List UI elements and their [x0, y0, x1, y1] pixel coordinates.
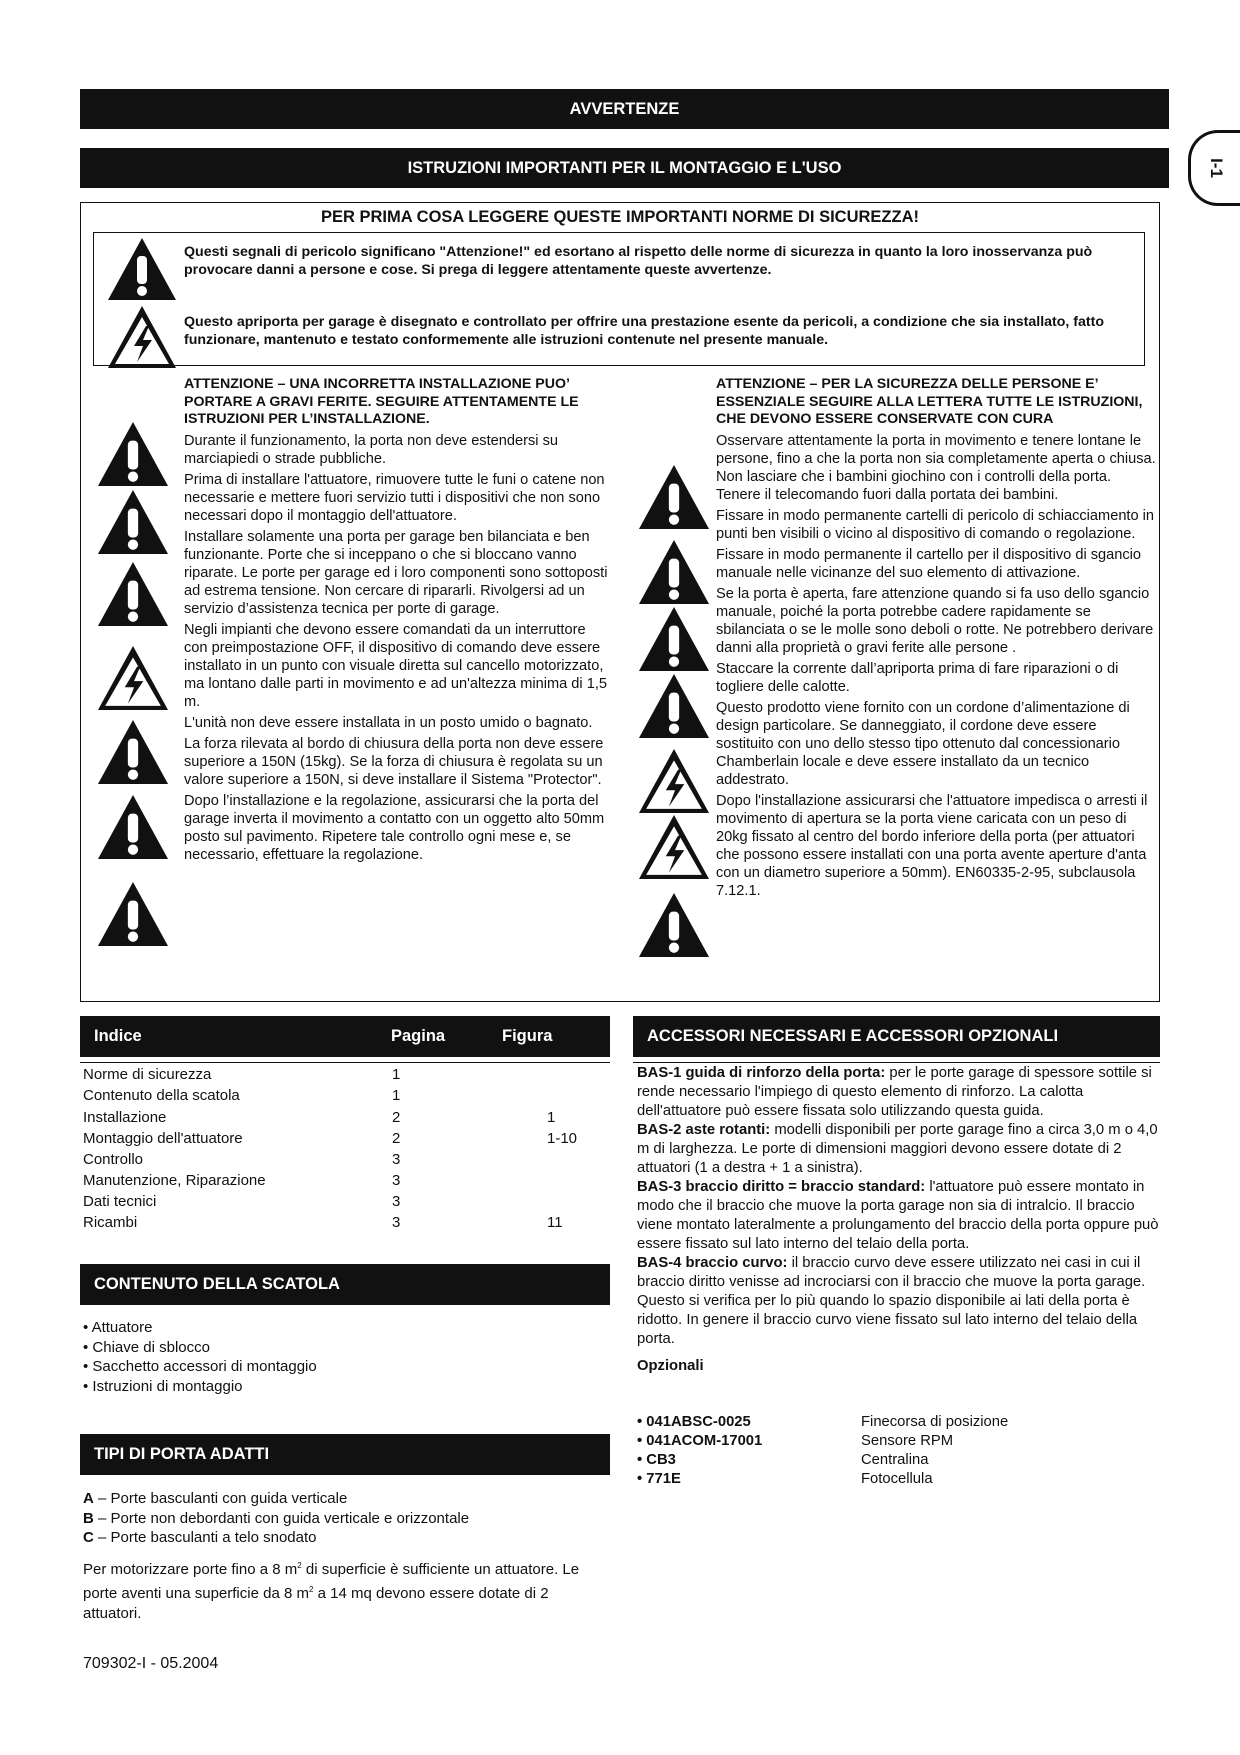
table-row: Dati tecnici 3	[83, 1193, 401, 1210]
safety-title: PER PRIMA COSA LEGGERE QUESTE IMPORTANTI NORME DI SICUREZZA!	[321, 208, 919, 226]
left-paragraph: Installare solamente una porta per garage ben bilanciata e ben funzionante. Porte che si inceppano o che si bloccano vanno riparate. Le porte per garage ed i loro componenti sono sottoposti ad estrema tensione. Non cercare di ripararli. Rivolgersi ad un servizio d’assistenza tecnica per porte di garage.	[184, 528, 608, 617]
header-subtitle: ISTRUZIONI IMPORTANTI PER IL MONTAGGIO E L'USO	[407, 158, 842, 177]
warning-exclamation-icon	[95, 793, 171, 861]
table-row: Norme di sicurezza 1	[83, 1066, 401, 1083]
list-item: C – Porte basculanti a telo snodato	[83, 1529, 317, 1546]
left-heading: ATTENZIONE – UNA INCORRETTA INSTALLAZIONE PUO’ PORTARE A GRAVI FERITE. SEGUIRE ATTENTAMENTE LE ISTRUZIONI PER L’INSTALLAZIONE.	[184, 376, 579, 427]
warning-exclamation-icon	[95, 420, 171, 488]
accessory-item: BAS-2 aste rotanti: modelli disponibili per porte garage fino a circa 3,0 m o 4,0 m di larghezza. Le porte di dimensioni maggiori devono essere dotate di 2 attuatori (1 a destra + 1 a sinistra).	[637, 1122, 1158, 1176]
accessories-header	[633, 1016, 1160, 1057]
accessories-title: ACCESSORI NECESSARI E ACCESSORI OPZIONALI	[647, 1027, 1059, 1045]
accessories-text	[637, 1064, 1159, 1376]
index-header	[80, 1016, 610, 1057]
list-item: • CB3 Centralina	[637, 1452, 929, 1468]
optional-list	[637, 1413, 1159, 1489]
index-col-figure: Figura	[502, 1027, 553, 1045]
left-paragraph: La forza rilevata al bordo di chiusura della porta non deve essere superiore a 150N (15kg). Se la forza di chiusura è regolata su un valore superiore a 150N, si deve installare il Sistema "Protector".	[184, 735, 604, 788]
warning-exclamation-icon	[106, 236, 178, 302]
index-title: Indice	[94, 1027, 142, 1045]
list-item: A – Porte basculanti con guida verticale	[83, 1490, 348, 1507]
page-tab: I-1	[1188, 130, 1240, 206]
header-bar-instructions	[80, 148, 1169, 188]
index-col-page: Pagina	[391, 1027, 446, 1045]
contents-title: CONTENUTO DELLA SCATOLA	[94, 1275, 340, 1293]
left-paragraph: Dopo l’installazione e la regolazione, assicurarsi che la porta del garage inverta il movimento a contatto con un oggetto alto 50mm posto sul pavimento. Ripetere tale controllo ogni mese e, se necessario, effettuare la regolazione.	[184, 792, 605, 863]
electric-hazard-icon	[636, 747, 712, 815]
right-paragraph: Fissare in modo permanente cartelli di pericolo di schiacciamento in punti ben visibili o vicino al dispositivo di comando o regolazione.	[716, 507, 1155, 542]
table-row: Installazione 2 1	[83, 1109, 556, 1126]
safety-right-column	[716, 376, 1156, 903]
list-item: • Attuatore	[83, 1319, 153, 1336]
door-types-list	[83, 1489, 608, 1624]
warning-exclamation-icon	[95, 880, 171, 948]
electric-hazard-icon	[636, 813, 712, 881]
list-item: • 041ACOM-17001 Sensore RPM	[637, 1433, 954, 1449]
list-item: B – Porte non debordanti con guida verticale e orizzontale	[83, 1509, 470, 1527]
accessories-rule	[633, 1062, 1160, 1063]
right-paragraph: Dopo l'installazione assicurarsi che l'attuatore impedisca o arresti il movimento di apertura se la porta viene caricata con un peso di 20kg fissato al centro del bordo inferiore della porta (per attuatori che possono essere installati con una porta avente aperture d'anta con un diametro superiore a 50mm). EN60335-2-95, subclausola 7.12.1.	[716, 792, 1148, 899]
right-paragraph: Fissare in modo permanente il cartello per il dispositivo di sgancio manuale nelle vicinanze del suo elemento di attivazione.	[716, 546, 1142, 581]
left-paragraph: Negli impianti che devono essere comandati da un interruttore con preimpostazione OFF, il dispositivo di comando deve essere installato in un punto con visuale diretta sul cancello motorizzato, ma lontano dalle parti in movimento e ad un'altezza minima di 1,5 m.	[184, 621, 607, 710]
right-paragraph: Osservare attentamente la porta in movimento e tenere lontane le persone, fino a che la porta non sia completamente aperta o chiusa. Non lasciare che i bambini giochino con i controlli della porta. Tenere il telecomando fuori dalla portata dei bambini.	[716, 432, 1156, 503]
contents-list	[83, 1318, 317, 1396]
list-item: • Chiave di sblocco	[83, 1338, 210, 1356]
electric-hazard-icon	[106, 304, 178, 370]
right-paragraph: Questo prodotto viene fornito con un cordone d’alimentazione di design particolare. Se danneggiato, il cordone deve essere sostituito con uno dello stesso tipo ottenuto dal concessionario Chamberlain locale e deve essere installato da un tecnico addestrato.	[716, 699, 1130, 788]
warning-exclamation-icon	[636, 463, 712, 531]
list-item: • 041ABSC-0025 Finecorsa di posizione	[637, 1414, 1009, 1430]
warning-exclamation-icon	[636, 538, 712, 606]
door-types-header	[80, 1434, 610, 1475]
intro-text-1: Questi segnali di pericolo significano "Attenzione!" ed esortano al rispetto delle norme di sicurezza in quanto la loro inosservanza può provocare danni a persone e cose. Si prega di leggere attentamente queste avvertenze.	[184, 244, 1093, 278]
right-paragraph: Staccare la corrente dall’apriporta prima di fare riparazioni o di togliere delle calotte.	[716, 660, 1119, 695]
table-row: Controllo 3	[83, 1151, 401, 1168]
left-paragraph: Durante il funzionamento, la porta non deve estendersi su marciapiedi o strade pubbliche.	[184, 432, 558, 467]
table-row: Ricambi 3 11	[83, 1214, 563, 1231]
door-types-title: TIPI DI PORTA ADATTI	[94, 1445, 270, 1463]
warning-exclamation-icon	[636, 891, 712, 959]
safety-left-column	[184, 376, 609, 867]
electric-hazard-icon	[95, 644, 171, 712]
warning-exclamation-icon	[95, 560, 171, 628]
warning-exclamation-icon	[95, 718, 171, 786]
header-title: AVVERTENZE	[569, 99, 680, 118]
table-row: Manutenzione, Riparazione 3	[83, 1172, 401, 1189]
right-heading: ATTENZIONE – PER LA SICUREZZA DELLE PERSONE E’ ESSENZIALE SEGUIRE ALLA LETTERA TUTTE LE ISTRUZIONI, CHE DEVONO ESSERE CONSERVATE CON CURA	[716, 376, 1143, 427]
contents-header	[80, 1264, 610, 1305]
accessory-item: BAS-1 guida di rinforzo della porta: per le porte garage di spessore sottile si rende necessario l'impiego di questo elemento di rinforzo. La calotta dell'attuatore può essere fissata solo utilizzando questa guida.	[637, 1065, 1152, 1119]
index-rule	[80, 1062, 610, 1063]
optional-title: Opzionali	[637, 1358, 704, 1374]
accessory-item: BAS-3 braccio diritto = braccio standard: l'attuatore può essere montato in modo che il braccio che muove la porta garage non sia di intralcio. Il braccio viene montato lateralmente a prolungamento del braccio della porta oppure può essere fissato sul lato interno del telaio della porta.	[637, 1179, 1159, 1252]
table-row: Montaggio dell'attuatore 2 1-10	[83, 1130, 578, 1147]
warning-exclamation-icon	[636, 672, 712, 740]
intro-text-2: Questo apriporta per garage è disegnato e controllato per offrire una prestazione esente da pericoli, a condizione che sia installato, fatto funzionare, mantenuto e testato conformemente alle istruzioni contenute nel presente manuale.	[184, 314, 1105, 348]
document-number: 709302-I - 05.2004	[83, 1655, 219, 1672]
list-item: • Istruzioni di montaggio	[83, 1377, 243, 1395]
warning-exclamation-icon	[636, 605, 712, 673]
left-paragraph: L'unità non deve essere installata in un posto umido o bagnato.	[184, 714, 593, 731]
list-item: • 771E Fotocellula	[637, 1471, 933, 1487]
accessory-item: BAS-4 braccio curvo: il braccio curvo deve essere utilizzato nei casi in cui il braccio diritto venisse ad incrociarsi con il braccio che muove la porta garage. Questo si verifica per lo più quando lo spazio disponibile ai lati della porta è ridotto. In genere il braccio curvo viene fissato sul lato interno del telaio della porta.	[637, 1255, 1146, 1347]
table-row: Contenuto della scatola 1	[83, 1087, 401, 1104]
list-item: • Sacchetto accessori di montaggio	[83, 1358, 317, 1375]
header-bar-warnings	[80, 89, 1169, 129]
door-types-note: Per motorizzare porte fino a 8 $m^2$ di superficie è sufficiente un attuatore. Le porte aventi una superficie da 8 $m^2$ a 14 mq devono essere dotate di 2 attuatori.	[83, 1560, 580, 1622]
right-paragraph: Se la porta è aperta, fare attenzione quando si fa uso dello sgancio manuale, poiché la porta potrebbe cadere rapidamente se sbilanciata o se le molle sono deboli o rotte. Ne potrebbero derivare danni alla proprietà o gravi ferite alle persone .	[716, 585, 1154, 656]
left-paragraph: Prima di installare l'attuatore, rimuovere tutte le funi o catene non necessarie e mettere fuori servizio tutti i dispositivi che non sono necessari dopo il montaggio dell'attuatore.	[184, 471, 605, 524]
warning-exclamation-icon	[95, 488, 171, 556]
